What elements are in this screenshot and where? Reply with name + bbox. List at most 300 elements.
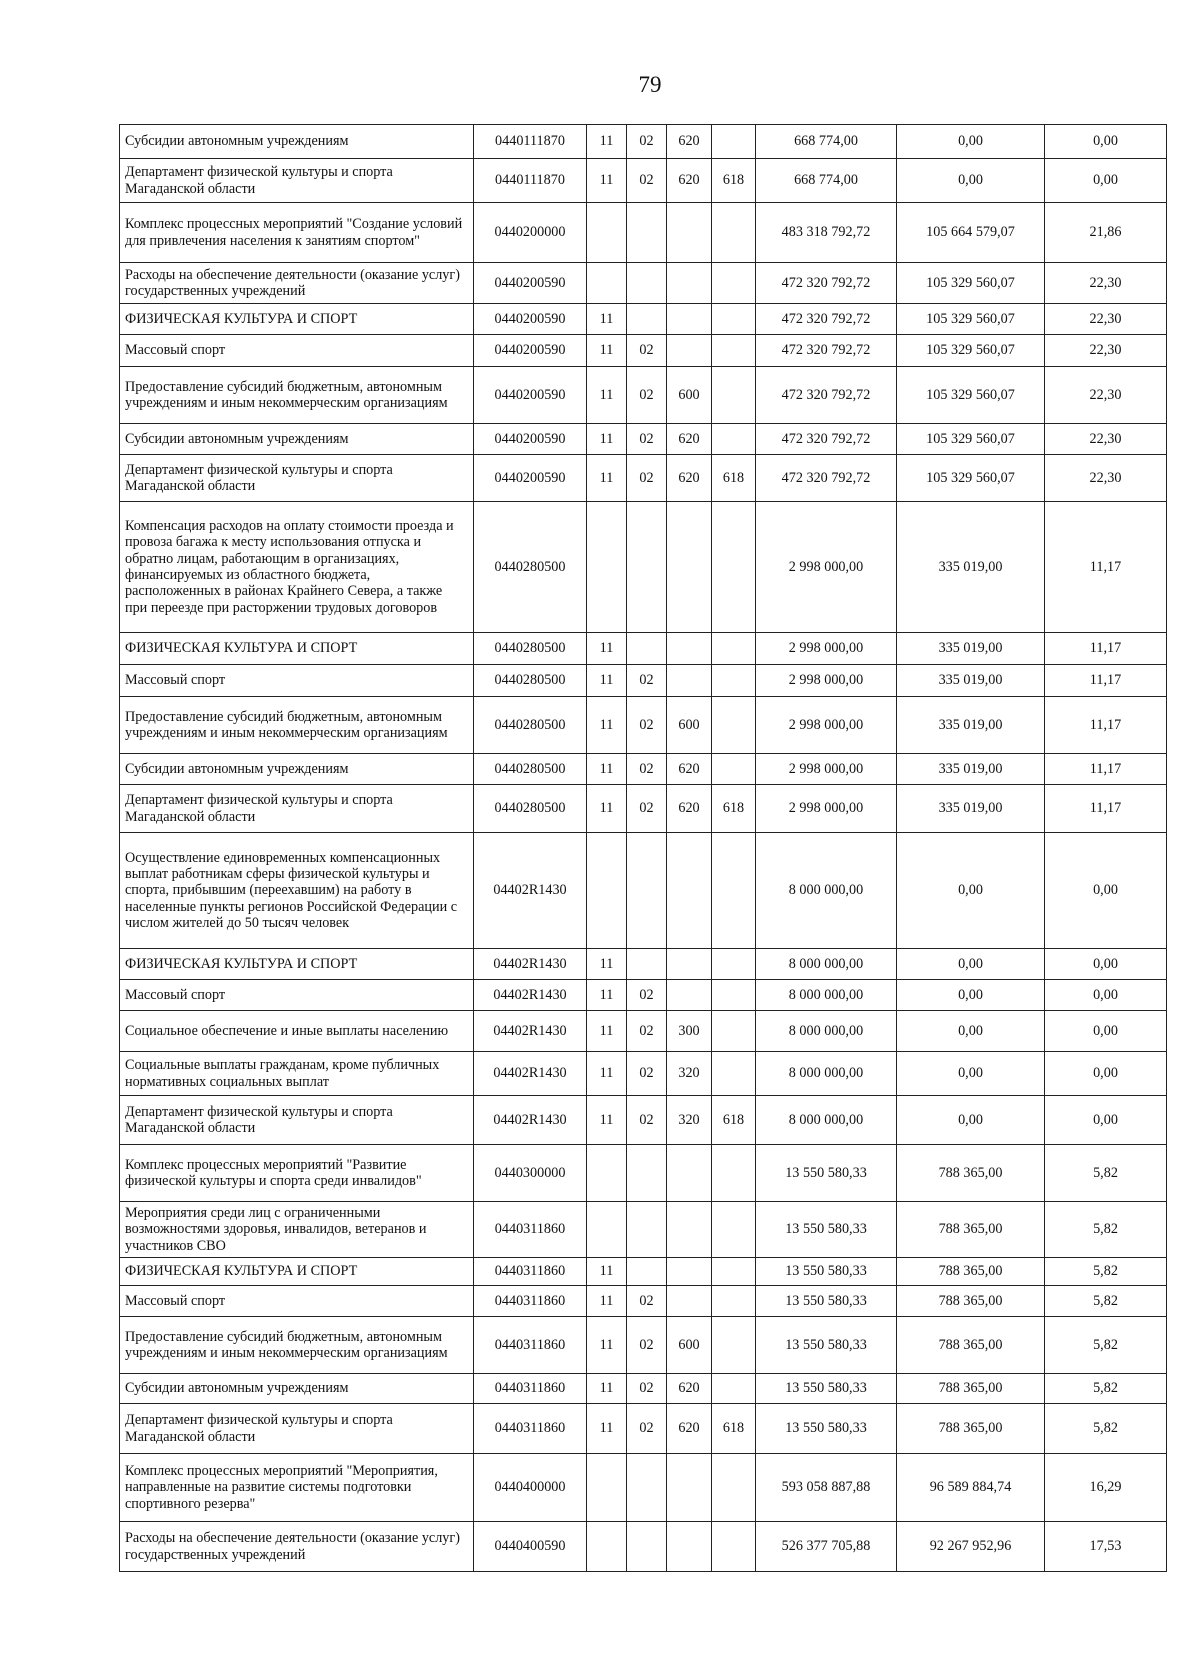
target-article-code: 0440280500 [474, 785, 587, 833]
expense-type-code [667, 633, 712, 665]
target-article-code: 04402R1430 [474, 949, 587, 980]
planned-amount: 13 550 580,33 [756, 1145, 897, 1202]
section-code [587, 502, 627, 633]
admin-code: 618 [712, 455, 756, 502]
expense-type-code: 620 [667, 1374, 712, 1404]
subsection-code: 02 [627, 754, 667, 785]
subsection-code: 02 [627, 159, 667, 203]
actual-amount: 105 664 579,07 [897, 203, 1045, 263]
subsection-code: 02 [627, 455, 667, 502]
expense-type-code: 300 [667, 1011, 712, 1052]
row-name: Департамент физической культуры и спорта Магаданской области [120, 1404, 474, 1454]
expense-type-code [667, 1258, 712, 1286]
row-name: ФИЗИЧЕСКАЯ КУЛЬТУРА И СПОРТ [120, 304, 474, 335]
planned-amount: 8 000 000,00 [756, 1052, 897, 1096]
subsection-code [627, 1522, 667, 1572]
row-name: Субсидии автономным учреждениям [120, 754, 474, 785]
actual-amount: 335 019,00 [897, 502, 1045, 633]
execution-percent: 5,82 [1045, 1202, 1167, 1258]
subsection-code [627, 502, 667, 633]
execution-percent: 5,82 [1045, 1286, 1167, 1317]
target-article-code: 04402R1430 [474, 1052, 587, 1096]
table-row [120, 1286, 1167, 1317]
section-code: 11 [587, 424, 627, 455]
actual-amount: 105 329 560,07 [897, 335, 1045, 367]
table-row [120, 754, 1167, 785]
row-name: Департамент физической культуры и спорта Магаданской области [120, 1096, 474, 1145]
actual-amount: 788 365,00 [897, 1404, 1045, 1454]
row-name: ФИЗИЧЕСКАЯ КУЛЬТУРА И СПОРТ [120, 633, 474, 665]
subsection-code [627, 1454, 667, 1522]
execution-percent: 0,00 [1045, 159, 1167, 203]
expense-type-code: 320 [667, 1052, 712, 1096]
row-name: Расходы на обеспечение деятельности (оказание услуг) государственных учреждений [120, 263, 474, 304]
execution-percent: 11,17 [1045, 502, 1167, 633]
subsection-code [627, 949, 667, 980]
execution-percent: 0,00 [1045, 833, 1167, 949]
target-article-code: 0440200590 [474, 335, 587, 367]
table-row [120, 1374, 1167, 1404]
section-code: 11 [587, 633, 627, 665]
target-article-code: 0440200590 [474, 263, 587, 304]
subsection-code: 02 [627, 697, 667, 754]
admin-code [712, 125, 756, 159]
actual-amount: 105 329 560,07 [897, 367, 1045, 424]
actual-amount: 0,00 [897, 159, 1045, 203]
row-name: Массовый спорт [120, 665, 474, 697]
expense-type-code [667, 1145, 712, 1202]
target-article-code: 0440311860 [474, 1258, 587, 1286]
planned-amount: 13 550 580,33 [756, 1404, 897, 1454]
planned-amount: 13 550 580,33 [756, 1374, 897, 1404]
actual-amount: 105 329 560,07 [897, 455, 1045, 502]
row-name: Расходы на обеспечение деятельности (оказание услуг) государственных учреждений [120, 1522, 474, 1572]
execution-percent: 17,53 [1045, 1522, 1167, 1572]
table-row [120, 1011, 1167, 1052]
subsection-code [627, 833, 667, 949]
execution-percent: 5,82 [1045, 1258, 1167, 1286]
section-code: 11 [587, 980, 627, 1011]
planned-amount: 668 774,00 [756, 125, 897, 159]
table-row [120, 1404, 1167, 1454]
actual-amount: 335 019,00 [897, 633, 1045, 665]
subsection-code [627, 633, 667, 665]
actual-amount: 335 019,00 [897, 754, 1045, 785]
table-row [120, 633, 1167, 665]
expense-type-code [667, 1286, 712, 1317]
planned-amount: 668 774,00 [756, 159, 897, 203]
section-code: 11 [587, 367, 627, 424]
expense-type-code [667, 502, 712, 633]
expense-type-code: 620 [667, 424, 712, 455]
subsection-code: 02 [627, 1286, 667, 1317]
subsection-code [627, 304, 667, 335]
planned-amount: 472 320 792,72 [756, 263, 897, 304]
planned-amount: 8 000 000,00 [756, 1011, 897, 1052]
target-article-code: 0440200590 [474, 367, 587, 424]
subsection-code: 02 [627, 335, 667, 367]
section-code: 11 [587, 304, 627, 335]
planned-amount: 13 550 580,33 [756, 1317, 897, 1374]
row-name: Департамент физической культуры и спорта Магаданской области [120, 785, 474, 833]
target-article-code: 0440400000 [474, 1454, 587, 1522]
table-row [120, 1202, 1167, 1258]
table-row [120, 1145, 1167, 1202]
target-article-code: 0440280500 [474, 665, 587, 697]
admin-code [712, 1317, 756, 1374]
table-row [120, 833, 1167, 949]
target-article-code: 0440280500 [474, 502, 587, 633]
admin-code [712, 1454, 756, 1522]
subsection-code [627, 1145, 667, 1202]
admin-code [712, 697, 756, 754]
planned-amount: 2 998 000,00 [756, 633, 897, 665]
target-article-code: 0440311860 [474, 1202, 587, 1258]
admin-code [712, 633, 756, 665]
execution-percent: 22,30 [1045, 367, 1167, 424]
actual-amount: 0,00 [897, 125, 1045, 159]
subsection-code: 02 [627, 1011, 667, 1052]
row-name: Социальные выплаты гражданам, кроме публичных нормативных социальных выплат [120, 1052, 474, 1096]
row-name: Субсидии автономным учреждениям [120, 424, 474, 455]
budget-table [119, 124, 1167, 1572]
execution-percent: 5,82 [1045, 1145, 1167, 1202]
execution-percent: 22,30 [1045, 304, 1167, 335]
admin-code [712, 1052, 756, 1096]
table-row [120, 785, 1167, 833]
planned-amount: 472 320 792,72 [756, 304, 897, 335]
admin-code: 618 [712, 1404, 756, 1454]
execution-percent: 11,17 [1045, 785, 1167, 833]
table-row [120, 1522, 1167, 1572]
planned-amount: 8 000 000,00 [756, 1096, 897, 1145]
execution-percent: 11,17 [1045, 697, 1167, 754]
admin-code [712, 367, 756, 424]
planned-amount: 472 320 792,72 [756, 455, 897, 502]
target-article-code: 0440200590 [474, 304, 587, 335]
section-code: 11 [587, 754, 627, 785]
table-row [120, 159, 1167, 203]
target-article-code: 0440280500 [474, 697, 587, 754]
admin-code [712, 980, 756, 1011]
expense-type-code: 620 [667, 785, 712, 833]
table-row [120, 1096, 1167, 1145]
execution-percent: 0,00 [1045, 980, 1167, 1011]
section-code: 11 [587, 1258, 627, 1286]
actual-amount: 105 329 560,07 [897, 304, 1045, 335]
row-name: Комплекс процессных мероприятий "Мероприятия, направленные на развитие системы подготовки спортивного резерва" [120, 1454, 474, 1522]
section-code: 11 [587, 1052, 627, 1096]
section-code: 11 [587, 455, 627, 502]
target-article-code: 0440311860 [474, 1286, 587, 1317]
table-row [120, 304, 1167, 335]
target-article-code: 04402R1430 [474, 1096, 587, 1145]
execution-percent: 0,00 [1045, 949, 1167, 980]
row-name: Мероприятия среди лиц с ограниченными возможностями здоровья, инвалидов, ветеранов и участников СВО [120, 1202, 474, 1258]
planned-amount: 526 377 705,88 [756, 1522, 897, 1572]
expense-type-code [667, 203, 712, 263]
planned-amount: 8 000 000,00 [756, 980, 897, 1011]
row-name: Массовый спорт [120, 335, 474, 367]
subsection-code [627, 203, 667, 263]
admin-code [712, 1145, 756, 1202]
actual-amount: 0,00 [897, 949, 1045, 980]
actual-amount: 788 365,00 [897, 1317, 1045, 1374]
actual-amount: 0,00 [897, 1052, 1045, 1096]
table-row [120, 980, 1167, 1011]
admin-code [712, 263, 756, 304]
section-code [587, 1454, 627, 1522]
section-code: 11 [587, 1286, 627, 1317]
execution-percent: 11,17 [1045, 754, 1167, 785]
admin-code [712, 754, 756, 785]
expense-type-code [667, 1454, 712, 1522]
actual-amount: 788 365,00 [897, 1258, 1045, 1286]
execution-percent: 11,17 [1045, 633, 1167, 665]
admin-code [712, 1202, 756, 1258]
target-article-code: 0440200590 [474, 455, 587, 502]
planned-amount: 2 998 000,00 [756, 697, 897, 754]
expense-type-code: 620 [667, 159, 712, 203]
planned-amount: 593 058 887,88 [756, 1454, 897, 1522]
execution-percent: 5,82 [1045, 1374, 1167, 1404]
section-code: 11 [587, 335, 627, 367]
planned-amount: 13 550 580,33 [756, 1258, 897, 1286]
execution-percent: 22,30 [1045, 263, 1167, 304]
subsection-code [627, 1258, 667, 1286]
row-name: Предоставление субсидий бюджетным, автономным учреждениям и иным некоммерческим организациям [120, 697, 474, 754]
admin-code: 618 [712, 1096, 756, 1145]
target-article-code: 04402R1430 [474, 980, 587, 1011]
subsection-code: 02 [627, 980, 667, 1011]
row-name: Комплекс процессных мероприятий "Создание условий для привлечения населения к занятиям спортом" [120, 203, 474, 263]
planned-amount: 8 000 000,00 [756, 833, 897, 949]
actual-amount: 0,00 [897, 980, 1045, 1011]
row-name: Массовый спорт [120, 980, 474, 1011]
actual-amount: 105 329 560,07 [897, 263, 1045, 304]
section-code: 11 [587, 785, 627, 833]
row-name: Субсидии автономным учреждениям [120, 125, 474, 159]
target-article-code: 0440200000 [474, 203, 587, 263]
target-article-code: 0440111870 [474, 159, 587, 203]
row-name: Социальное обеспечение и иные выплаты населению [120, 1011, 474, 1052]
section-code: 11 [587, 665, 627, 697]
table-row [120, 697, 1167, 754]
admin-code: 618 [712, 159, 756, 203]
row-name: Департамент физической культуры и спорта Магаданской области [120, 159, 474, 203]
execution-percent: 16,29 [1045, 1454, 1167, 1522]
section-code [587, 1145, 627, 1202]
actual-amount: 788 365,00 [897, 1202, 1045, 1258]
admin-code [712, 304, 756, 335]
actual-amount: 92 267 952,96 [897, 1522, 1045, 1572]
target-article-code: 04402R1430 [474, 833, 587, 949]
actual-amount: 335 019,00 [897, 785, 1045, 833]
actual-amount: 335 019,00 [897, 665, 1045, 697]
section-code: 11 [587, 949, 627, 980]
planned-amount: 8 000 000,00 [756, 949, 897, 980]
actual-amount: 105 329 560,07 [897, 424, 1045, 455]
table-row [120, 335, 1167, 367]
expense-type-code [667, 1522, 712, 1572]
actual-amount: 0,00 [897, 1096, 1045, 1145]
actual-amount: 788 365,00 [897, 1145, 1045, 1202]
subsection-code: 02 [627, 125, 667, 159]
section-code [587, 1202, 627, 1258]
admin-code [712, 424, 756, 455]
table-row [120, 263, 1167, 304]
row-name: Департамент физической культуры и спорта Магаданской области [120, 455, 474, 502]
section-code: 11 [587, 159, 627, 203]
row-name: ФИЗИЧЕСКАЯ КУЛЬТУРА И СПОРТ [120, 1258, 474, 1286]
planned-amount: 472 320 792,72 [756, 335, 897, 367]
row-name: Предоставление субсидий бюджетным, автономным учреждениям и иным некоммерческим организациям [120, 1317, 474, 1374]
subsection-code: 02 [627, 665, 667, 697]
actual-amount: 96 589 884,74 [897, 1454, 1045, 1522]
expense-type-code [667, 304, 712, 335]
expense-type-code [667, 980, 712, 1011]
expense-type-code [667, 1202, 712, 1258]
table-row [120, 1317, 1167, 1374]
execution-percent: 0,00 [1045, 1011, 1167, 1052]
expense-type-code: 620 [667, 754, 712, 785]
table-row [120, 502, 1167, 633]
planned-amount: 2 998 000,00 [756, 502, 897, 633]
target-article-code: 0440400590 [474, 1522, 587, 1572]
admin-code [712, 1374, 756, 1404]
planned-amount: 2 998 000,00 [756, 665, 897, 697]
actual-amount: 788 365,00 [897, 1286, 1045, 1317]
target-article-code: 0440111870 [474, 125, 587, 159]
section-code [587, 263, 627, 304]
row-name: Компенсация расходов на оплату стоимости проезда и провоза багажа к месту использования отпуска и обратно лицам, работающим в организациях, финансируемых из областного бюджета, расположенных в районах Крайнего Севера, а также при переезде при расторжении трудовых договоров [120, 502, 474, 633]
execution-percent: 21,86 [1045, 203, 1167, 263]
target-article-code: 0440311860 [474, 1404, 587, 1454]
table-row [120, 455, 1167, 502]
subsection-code: 02 [627, 367, 667, 424]
execution-percent: 0,00 [1045, 125, 1167, 159]
actual-amount: 788 365,00 [897, 1374, 1045, 1404]
expense-type-code [667, 949, 712, 980]
planned-amount: 2 998 000,00 [756, 785, 897, 833]
target-article-code: 0440300000 [474, 1145, 587, 1202]
admin-code [712, 502, 756, 633]
subsection-code [627, 1202, 667, 1258]
expense-type-code: 620 [667, 455, 712, 502]
table-row [120, 125, 1167, 159]
target-article-code: 0440280500 [474, 633, 587, 665]
admin-code [712, 1522, 756, 1572]
row-name: Массовый спорт [120, 1286, 474, 1317]
target-article-code: 0440311860 [474, 1317, 587, 1374]
table-row [120, 1258, 1167, 1286]
execution-percent: 11,17 [1045, 665, 1167, 697]
expense-type-code: 620 [667, 125, 712, 159]
admin-code [712, 833, 756, 949]
section-code: 11 [587, 1011, 627, 1052]
expense-type-code [667, 833, 712, 949]
expense-type-code: 620 [667, 1404, 712, 1454]
table-row [120, 203, 1167, 263]
section-code: 11 [587, 1317, 627, 1374]
table-row [120, 424, 1167, 455]
section-code: 11 [587, 1096, 627, 1145]
row-name: Предоставление субсидий бюджетным, автономным учреждениям и иным некоммерческим организациям [120, 367, 474, 424]
admin-code [712, 1011, 756, 1052]
table-body [120, 125, 1167, 1572]
execution-percent: 0,00 [1045, 1052, 1167, 1096]
row-name: Комплекс процессных мероприятий "Развитие физической культуры и спорта среди инвалидов" [120, 1145, 474, 1202]
target-article-code: 0440280500 [474, 754, 587, 785]
execution-percent: 5,82 [1045, 1404, 1167, 1454]
target-article-code: 04402R1430 [474, 1011, 587, 1052]
admin-code [712, 949, 756, 980]
row-name: ФИЗИЧЕСКАЯ КУЛЬТУРА И СПОРТ [120, 949, 474, 980]
subsection-code: 02 [627, 424, 667, 455]
actual-amount: 335 019,00 [897, 697, 1045, 754]
expense-type-code: 320 [667, 1096, 712, 1145]
section-code: 11 [587, 1374, 627, 1404]
section-code: 11 [587, 697, 627, 754]
page-number: 79 [638, 72, 662, 97]
subsection-code: 02 [627, 1052, 667, 1096]
planned-amount: 13 550 580,33 [756, 1286, 897, 1317]
admin-code [712, 1258, 756, 1286]
expense-type-code [667, 665, 712, 697]
table-row [120, 367, 1167, 424]
section-code: 11 [587, 1404, 627, 1454]
subsection-code: 02 [627, 1404, 667, 1454]
expense-type-code: 600 [667, 367, 712, 424]
expense-type-code: 600 [667, 1317, 712, 1374]
execution-percent: 22,30 [1045, 424, 1167, 455]
planned-amount: 472 320 792,72 [756, 367, 897, 424]
admin-code [712, 665, 756, 697]
execution-percent: 22,30 [1045, 335, 1167, 367]
table-row [120, 665, 1167, 697]
subsection-code [627, 263, 667, 304]
admin-code [712, 203, 756, 263]
admin-code: 618 [712, 785, 756, 833]
execution-percent: 0,00 [1045, 1096, 1167, 1145]
actual-amount: 0,00 [897, 1011, 1045, 1052]
section-code [587, 833, 627, 949]
subsection-code: 02 [627, 1096, 667, 1145]
admin-code [712, 335, 756, 367]
row-name: Осуществление единовременных компенсационных выплат работникам сферы физической культуры и спорта, прибывшим (переехавшим) на работу в населенные пункты регионов Российской Федерации с числом жителей до 50 тысяч человек [120, 833, 474, 949]
table-row [120, 949, 1167, 980]
section-code [587, 1522, 627, 1572]
target-article-code: 0440200590 [474, 424, 587, 455]
planned-amount: 2 998 000,00 [756, 754, 897, 785]
target-article-code: 0440311860 [474, 1374, 587, 1404]
actual-amount: 0,00 [897, 833, 1045, 949]
row-name: Субсидии автономным учреждениям [120, 1374, 474, 1404]
planned-amount: 13 550 580,33 [756, 1202, 897, 1258]
subsection-code: 02 [627, 785, 667, 833]
section-code [587, 203, 627, 263]
execution-percent: 22,30 [1045, 455, 1167, 502]
subsection-code: 02 [627, 1317, 667, 1374]
execution-percent: 5,82 [1045, 1317, 1167, 1374]
subsection-code: 02 [627, 1374, 667, 1404]
expense-type-code [667, 263, 712, 304]
planned-amount: 483 318 792,72 [756, 203, 897, 263]
table-row [120, 1052, 1167, 1096]
expense-type-code [667, 335, 712, 367]
section-code: 11 [587, 125, 627, 159]
expense-type-code: 600 [667, 697, 712, 754]
